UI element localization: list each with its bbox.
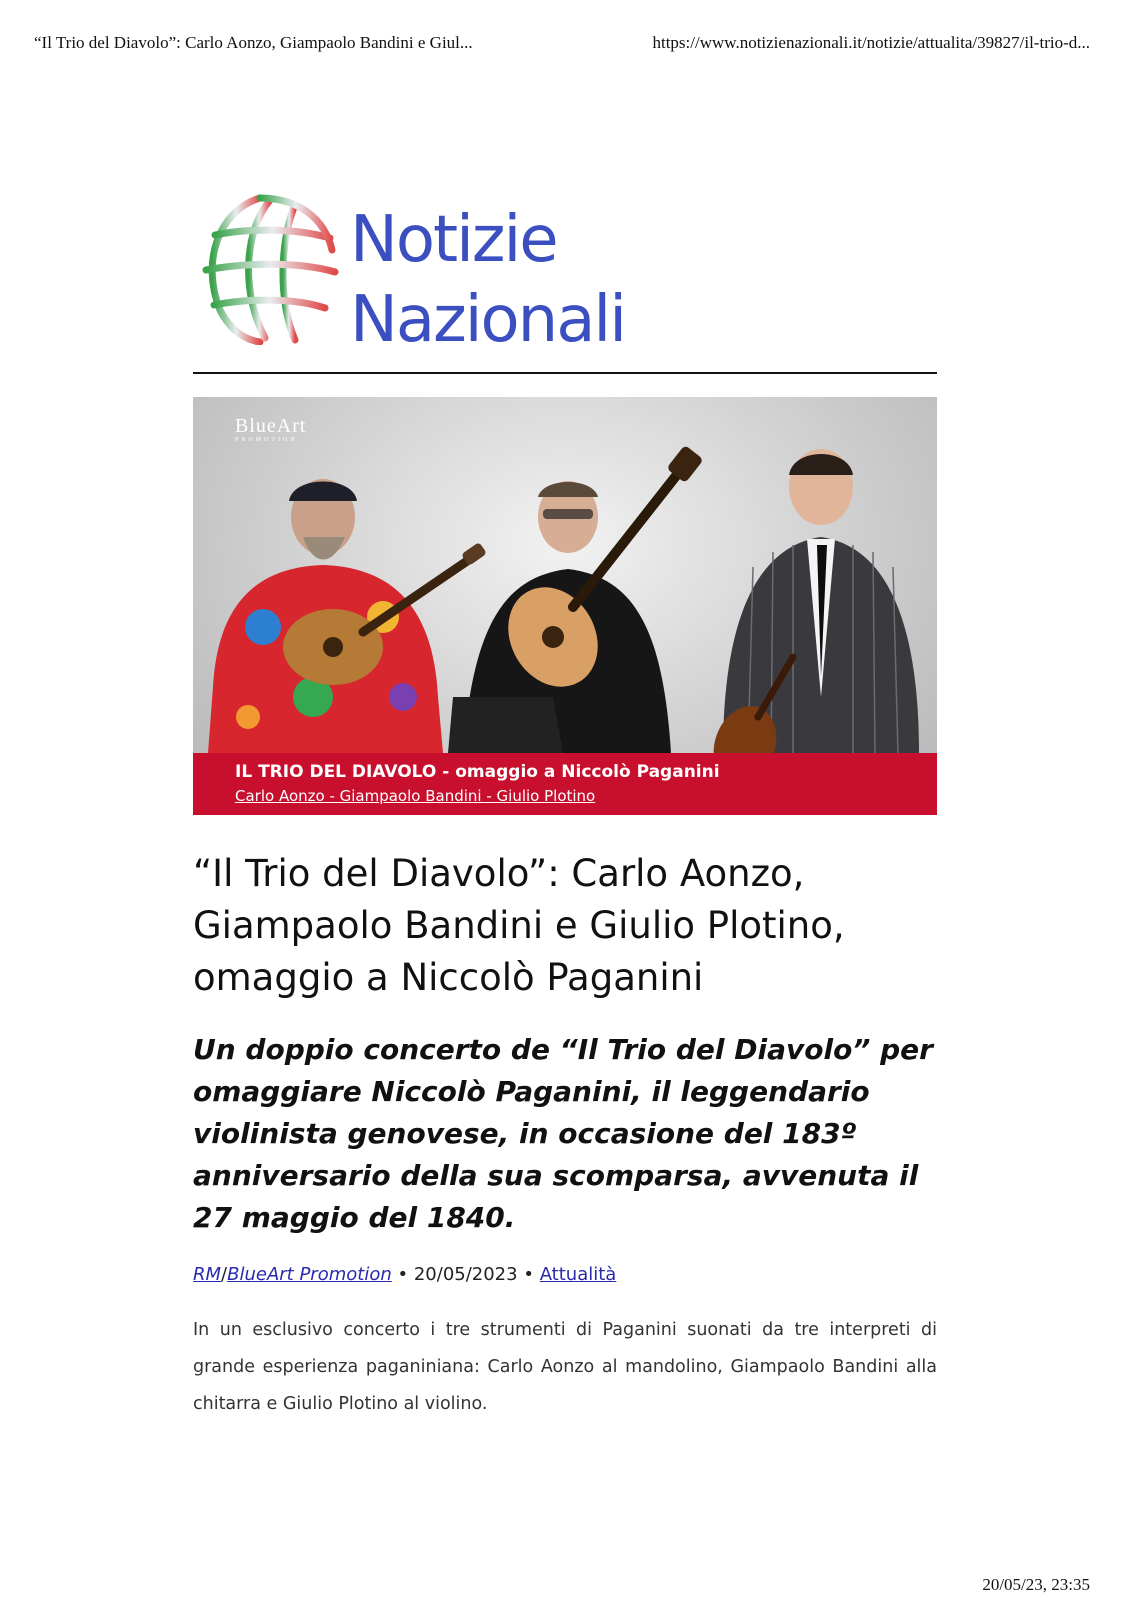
hero-banner-subtitle: Carlo Aonzo - Giampaolo Bandini - Giulio Plotino <box>235 787 596 805</box>
logo-line-2: Nazionali <box>350 283 625 357</box>
print-header <box>34 33 1090 57</box>
article-meta <box>193 1264 937 1285</box>
print-page-url: https://www.notizienazionali.it/notizie/attualita/39827/il-trio-d... <box>652 33 1090 52</box>
print-page-title: “Il Trio del Diavolo”: Carlo Aonzo, Giampaolo Bandini e Giul... <box>34 33 473 52</box>
mandolinist-figure <box>208 479 487 753</box>
hero-image <box>193 397 937 815</box>
violinist-figure <box>703 449 919 793</box>
globe-logo-icon <box>200 190 340 345</box>
author-link-rm[interactable]: RM <box>193 1264 222 1285</box>
meta-bullet-2: • <box>523 1264 534 1285</box>
blueart-logo: BlueArt <box>235 415 307 437</box>
article-subheadline: Un doppio concerto de “Il Trio del Diavolo” per omaggiare Niccolò Paganini, il leggendario violinista genovese, in occasione del 183º anniversario della sua scomparsa, avvenuta il 27 maggio del 1840. <box>193 1033 933 1234</box>
meta-bullet: • <box>397 1264 409 1285</box>
blueart-logo-sub: PROMOTION <box>235 437 298 443</box>
guitarist-figure <box>448 445 704 753</box>
header-divider <box>193 372 937 374</box>
author-link-blueart[interactable]: BlueArt Promotion <box>227 1264 392 1285</box>
author-separator: / <box>221 1264 228 1285</box>
article-headline: “Il Trio del Diavolo”: Carlo Aonzo, Giampaolo Bandini e Giulio Plotino, omaggio a Niccolò Paganini <box>193 852 845 999</box>
logo-line-1: Notizie <box>350 203 557 277</box>
print-timestamp: 20/05/23, 23:35 <box>982 1575 1090 1594</box>
category-link[interactable]: Attualità <box>539 1264 617 1285</box>
site-logo[interactable] <box>200 190 660 357</box>
hero-banner-title: IL TRIO DEL DIAVOLO - omaggio a Niccolò Paganini <box>235 762 720 782</box>
article-date: 20/05/2023 <box>413 1264 518 1285</box>
logo-wordmark <box>350 200 625 360</box>
article-body: In un esclusivo concerto i tre strumenti di Paganini suonati da tre interpreti di grande esperienza paganiniana: Carlo Aonzo al mandolino, Giampaolo Bandini alla chitarra e Giulio Plotino al violino. <box>193 1320 937 1414</box>
